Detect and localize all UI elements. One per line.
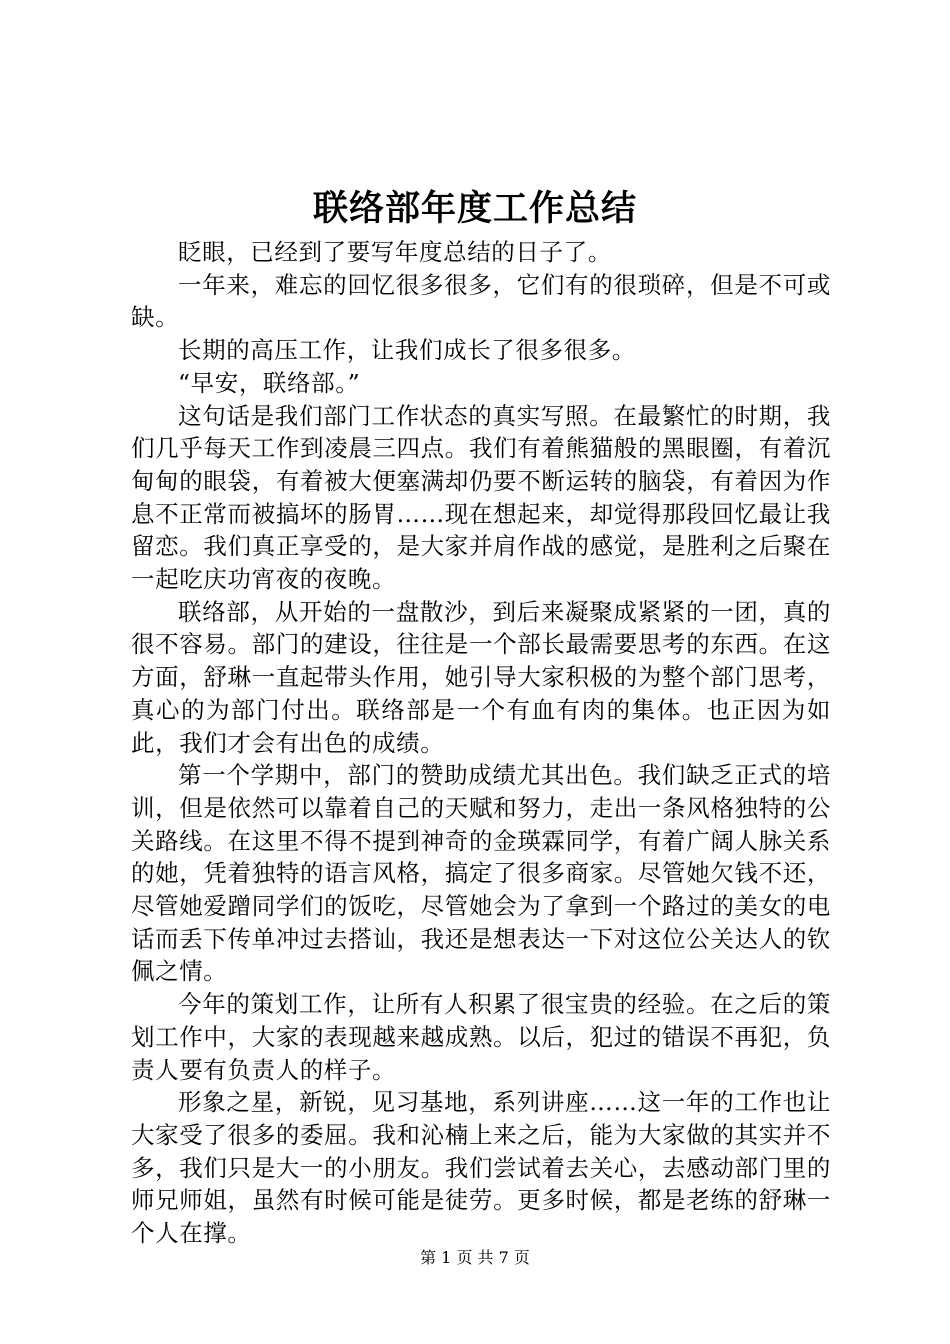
document-body	[131, 236, 831, 1250]
paragraph: “早安，联络部。”	[178, 368, 361, 397]
paragraph: 一年来，难忘的回忆很多很多，它们有的很琐碎，但是不可或缺。	[131, 270, 831, 332]
paragraph: 第一个学期中，部门的赞助成绩尤其出色。我们缺乏正式的培训，但是依然可以靠着自己的天赋和努力，走出一条风格独特的公关路线。在这里不得不提到神奇的金瑛霖同学，有着广阔人脉关系的她，凭着独特的语言风格，搞定了很多商家。尽管她欠钱不还，尽管她爱蹭同学们的饭吃，尽管她会为了拿到一个路过的美女的电话而丢下传单冲过去搭讪，我还是想表达一下对这位公关达人的钦佩之情。	[131, 761, 831, 986]
paragraph: 联络部，从开始的一盘散沙，到后来凝聚成紧紧的一团，真的很不容易。部门的建设，往往是一个部长最需要思考的东西。在这方面，舒琳一直起带头作用，她引导大家积极的为整个部门思考，真心的为部门付出。联络部是一个有血有肉的集体。也正因为如此，我们才会有出色的成绩。	[131, 597, 831, 757]
page-number-indicator: 第 1 页 共 7 页	[420, 1248, 530, 1267]
document-title: 联络部年度工作总结	[312, 188, 637, 229]
paragraph: 形象之星，新锐，见习基地，系列讲座……这一年的工作也让大家受了很多的委屈。我和沁楠上来之后，能为大家做的其实并不多，我们只是大一的小朋友。我们尝试着去关心，去感动部门里的师兄师姐，虽然有时候可能是徒劳。更多时候，都是老练的舒琳一个人在撑。	[131, 1088, 831, 1248]
paragraph: 今年的策划工作，让所有人积累了很宝贵的经验。在之后的策划工作中，大家的表现越来越成熟。以后，犯过的错误不再犯，负责人要有负责人的样子。	[131, 990, 831, 1084]
paragraph: 长期的高压工作，让我们成长了很多很多。	[178, 336, 636, 365]
paragraph: 眨眼，已经到了要写年度总结的日子了。	[178, 238, 612, 266]
paragraph: 这句话是我们部门工作状态的真实写照。在最繁忙的时期，我们几乎每天工作到凌晨三四点。我们有着熊猫般的黑眼圈，有着沉甸甸的眼袋，有着被大便塞满却仍要不断运转的脑袋，有着因为作息不正常而被搞坏的肠胃……现在想起来，却觉得那段回忆最让我留恋。我们真正享受的，是大家并肩作战的感觉，是胜利之后聚在一起吃庆功宵夜的夜晚。	[131, 401, 831, 594]
